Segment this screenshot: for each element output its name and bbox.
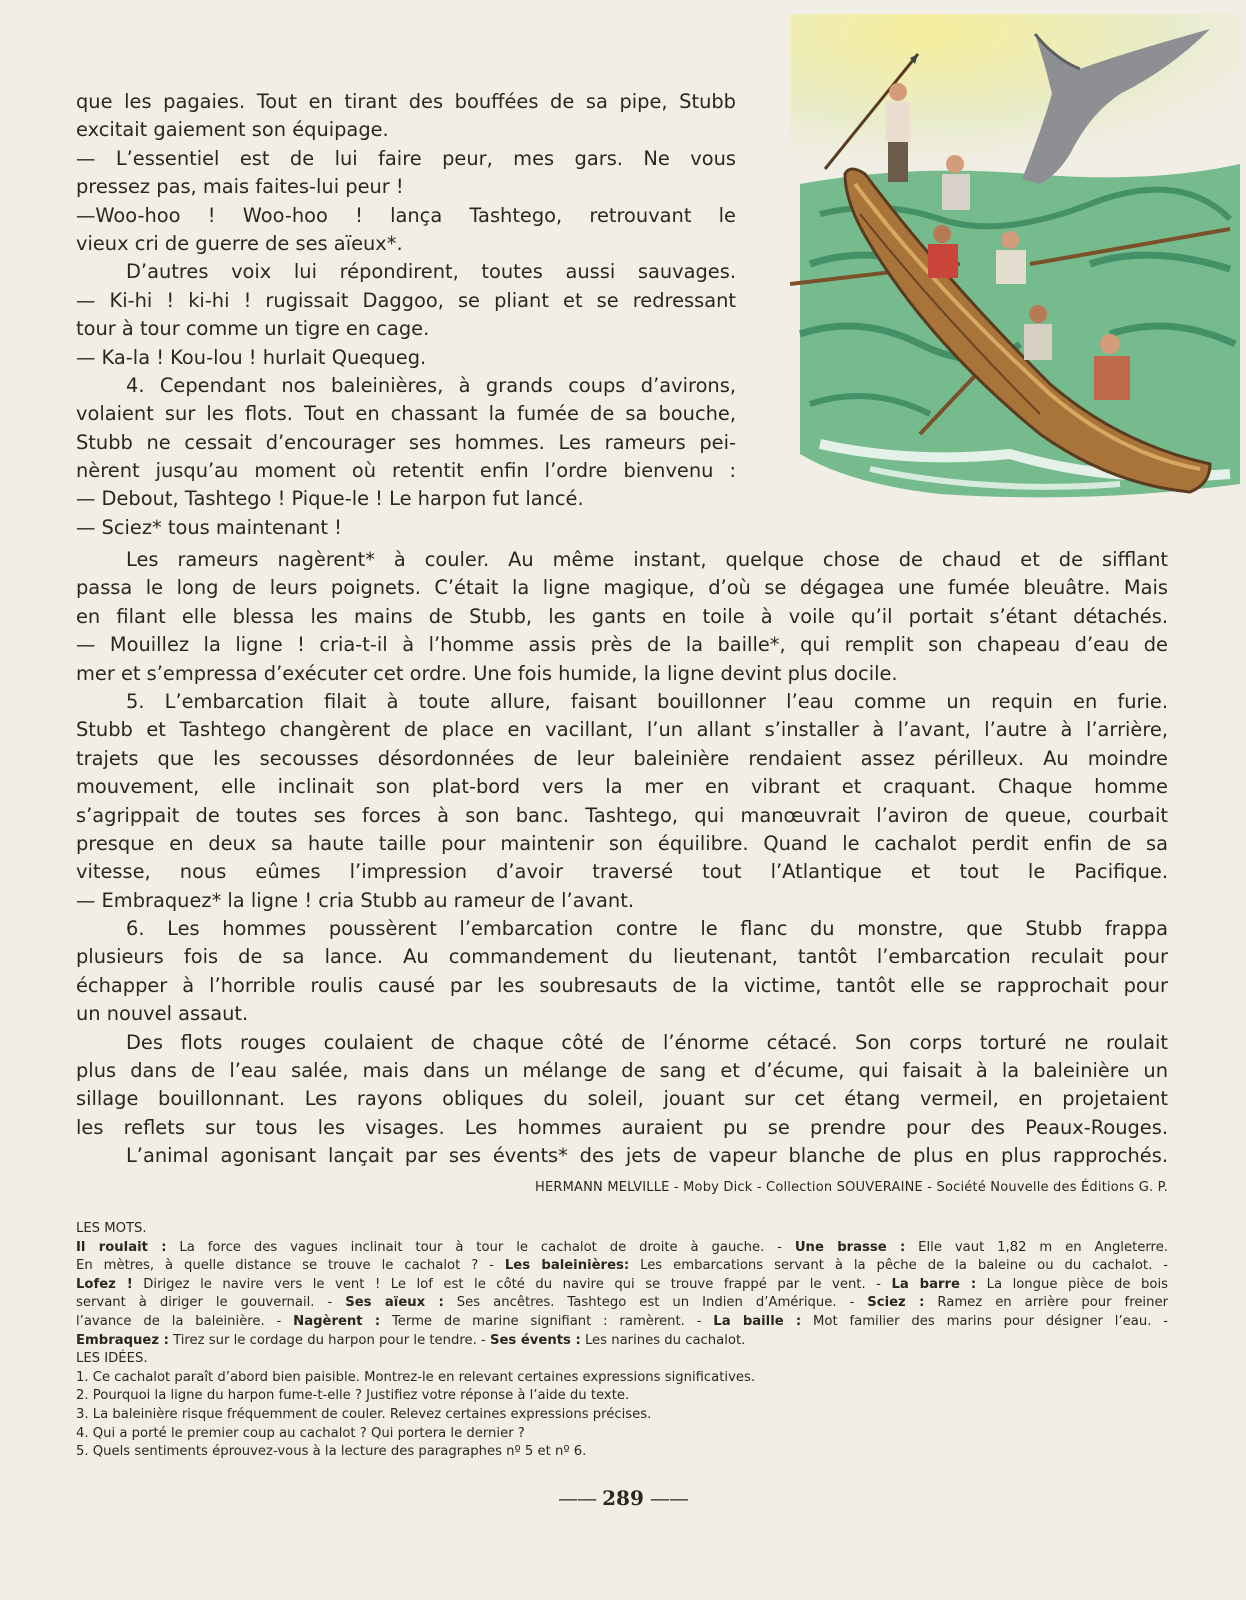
idees-list [76, 1369, 1168, 1462]
text-line: s’agrippait de toutes ses forces à son banc. Tashtego, qui manœuvrait l’aviron de queue, courbait [76, 803, 1168, 827]
mots-line [76, 1294, 1168, 1313]
question-item: 1. Ce cachalot paraît d’abord bien paisible. Montrez-le en relevant certaines expressions significatives. [76, 1369, 756, 1385]
text-line: nèrent jusqu’au moment où retentit enfin l’ordre bienvenu : [76, 459, 736, 483]
term: Les baleinières: [504, 1258, 630, 1274]
idees-heading: LES IDÉES. [76, 1351, 148, 1367]
page-number-dash: —— [558, 1486, 597, 1510]
text-line: — Debout, Tashtego ! Pique-le ! Le harpon fut lancé. [76, 487, 584, 511]
text-line: 4. Cependant nos baleinières, à grands coups d’avirons, [126, 373, 736, 397]
term: Embraquez : [76, 1332, 169, 1348]
term: Une brasse : [794, 1239, 906, 1255]
text-line: — L’essentiel est de lui faire peur, mes gars. Ne vous [76, 146, 736, 170]
text-line: plus dans de l’eau salée, mais dans un mélange de sang et d’écume, qui faisait à la baleinière un [76, 1059, 1168, 1083]
source-citation: HERMANN MELVILLE - Moby Dick - Collection SOUVERAINE - Société Nouvelle des Éditions G. P. [535, 1180, 1168, 1195]
text-line: en filant elle blessa les mains de Stubb, les gants en toile à voile qu’il portait s’étant détachés. [76, 604, 1168, 628]
text-line: les reflets sur tous les visages. Les hommes auraient pu se prendre pour des Peaux-Rouges. [76, 1115, 1168, 1139]
definition: Dirigez le navire vers le vent ! Le lof est le côté du navire qui se trouve frappé par le vent. - [132, 1276, 892, 1292]
term: La barre : [891, 1276, 977, 1292]
text-line: Des flots rouges coulaient de chaque côté de l’énorme cétacé. Son corps torturé ne roulait [126, 1030, 1168, 1054]
text-line: échapper à l’horrible roulis causé par les soubresauts de la victime, tantôt elle se rapprochait pour [76, 973, 1168, 997]
question-item: 5. Quels sentiments éprouvez-vous à la lecture des paragraphes nº 5 et nº 6. [76, 1444, 587, 1460]
text-line: L’animal agonisant lançait par ses évents* des jets de vapeur blanche de plus en plus rapprochés. [126, 1144, 1168, 1168]
main-text [76, 546, 1168, 1171]
definition: l’avance de la baleinière. - [76, 1313, 294, 1329]
text-line: un nouvel assaut. [76, 1002, 249, 1026]
text-line: vitesse, nous eûmes l’impression d’avoir traversé tout l’Atlantique et tout le Pacifique. [76, 860, 1168, 884]
page-number-dash: —— [649, 1486, 688, 1510]
question-item: 3. La baleinière risque fréquemment de couler. Relevez certaines expressions précises. [76, 1406, 652, 1422]
sky [790, 14, 1240, 184]
term: La baille : [713, 1313, 802, 1329]
text-line: 5. L’embarcation filait à toute allure, faisant bouillonner l’eau comme un requin en furie. [126, 689, 1168, 713]
page-number [0, 1486, 1246, 1510]
definition: La force des vagues inclinait tour à tour le cachalot de droite à gauche. - [166, 1239, 795, 1255]
definition: Les embarcations servant à la pêche de la baleine ou du cachalot. - [629, 1258, 1168, 1274]
text-line: — Embraquez* la ligne ! cria Stubb au rameur de l’avant. [76, 888, 634, 912]
text-line: Les rameurs nagèrent* à couler. Au même instant, quelque chose de chaud et de sifflant [126, 548, 1168, 571]
text-line: volaient sur les flots. Tout en chassant la fumée de sa bouche, [76, 402, 736, 426]
text-line: — Sciez* tous maintenant ! [76, 515, 342, 539]
text-line: plusieurs fois de sa lance. Au commandement du lieutenant, tantôt l’embarcation reculait pour [76, 945, 1168, 969]
definition: En mètres, à quelle distance se trouve le cachalot ? - [76, 1258, 505, 1274]
text-line: pressez pas, mais faites-lui peur ! [76, 175, 404, 199]
text-line: sillage bouillonnant. Les rayons obliques du soleil, jouant sur cet étang vermeil, en projetaient [76, 1087, 1168, 1111]
definition: La longue pièce de bois [976, 1276, 1168, 1292]
text-line: tour à tour comme un tigre en cage. [76, 317, 430, 341]
definition: Les narines du cachalot. [580, 1332, 746, 1348]
text-line: — Mouillez la ligne ! cria-t-il à l’homme assis près de la baille*, qui remplit son chapeau d’eau de [76, 633, 1168, 657]
notes-section [76, 1220, 1168, 1462]
definition: servant à diriger le gouvernail. - [76, 1295, 346, 1311]
text-line: mouvement, elle inclinait son plat-bord vers la mer en vibrant et craquant. Chaque homme [76, 775, 1168, 799]
definition: Tirez sur le cordage du harpon pour le tendre. - [168, 1332, 490, 1348]
mots-heading: LES MOTS. [76, 1221, 147, 1236]
term: Sciez : [867, 1295, 925, 1311]
text-line: 6. Les hommes poussèrent l’embarcation contre le flanc du monstre, que Stubb frappa [126, 917, 1168, 941]
text-line: passa le long de leurs poignets. C’était la ligne magique, d’où se dégagea une fumée bleuâtre. Mais [76, 576, 1168, 600]
text-line: D’autres voix lui répondirent, toutes aussi sauvages. [126, 260, 736, 284]
text-line: Stubb et Tashtego changèrent de place en vacillant, l’un allant s’installer à l’avant, l’autre à l’arrière, [76, 718, 1168, 742]
text-line: —Woo-hoo ! Woo-hoo ! lança Tashtego, retrouvant le [76, 203, 736, 227]
text-line: — Ki-hi ! ki-hi ! rugissait Daggoo, se pliant et se redressant [76, 288, 736, 312]
term: Lofez ! [76, 1276, 133, 1292]
column-text [76, 88, 736, 542]
text-line: presque en deux sa haute taille pour maintenir son équilibre. Quand le cachalot perdit enfin de sa [76, 831, 1168, 855]
text-line: mer et s’empressa d’exécuter cet ordre. Une fois humide, la ligne devint plus docile. [76, 661, 898, 685]
mots-line [76, 1276, 1168, 1295]
term: Ses évents : [489, 1332, 581, 1348]
mots-line [76, 1257, 1168, 1276]
term: Ses aïeux : [345, 1295, 444, 1311]
term: Il roulait : [76, 1239, 167, 1255]
definition: Elle vaut 1,82 m en Angleterre. [905, 1239, 1168, 1255]
mots-line [76, 1239, 1168, 1258]
definition: Ses ancêtres. Tashtego est un Indien d’Amérique. - [443, 1295, 868, 1311]
question-item: 2. Pourquoi la ligne du harpon fume-t-elle ? Justifiez votre réponse à l’aide du texte. [76, 1388, 630, 1404]
mots-line [76, 1313, 1168, 1332]
text-line: Stubb ne cessait d’encourager ses hommes. Les rameurs pei- [76, 430, 736, 454]
term: Nagèrent : [293, 1313, 381, 1329]
text-line: — Ka-la ! Kou-lou ! hurlait Quequeg. [76, 345, 427, 369]
question-item: 4. Qui a porté le premier coup au cachalot ? Qui portera le dernier ? [76, 1425, 525, 1441]
text-line: trajets que les secousses désordonnées de leur baleinière rendaient assez périlleux. Au moindre [76, 746, 1168, 770]
text-line: excitait gaiement son équipage. [76, 118, 389, 142]
text-line: vieux cri de guerre de ses aïeux*. [76, 231, 403, 255]
definition: Mot familier des marins pour désigner l’eau. - [801, 1313, 1168, 1329]
definition: Ramez en arrière pour freiner [924, 1295, 1168, 1311]
whaling-boat-illustration [790, 14, 1240, 509]
mots-line [76, 1332, 1168, 1351]
page-number-value: 289 [602, 1486, 644, 1510]
definition: Terme de marine signifiant : ramèrent. - [380, 1313, 714, 1329]
text-line: que les pagaies. Tout en tirant des bouffées de sa pipe, Stubb [76, 90, 736, 113]
mots-list [76, 1239, 1168, 1351]
